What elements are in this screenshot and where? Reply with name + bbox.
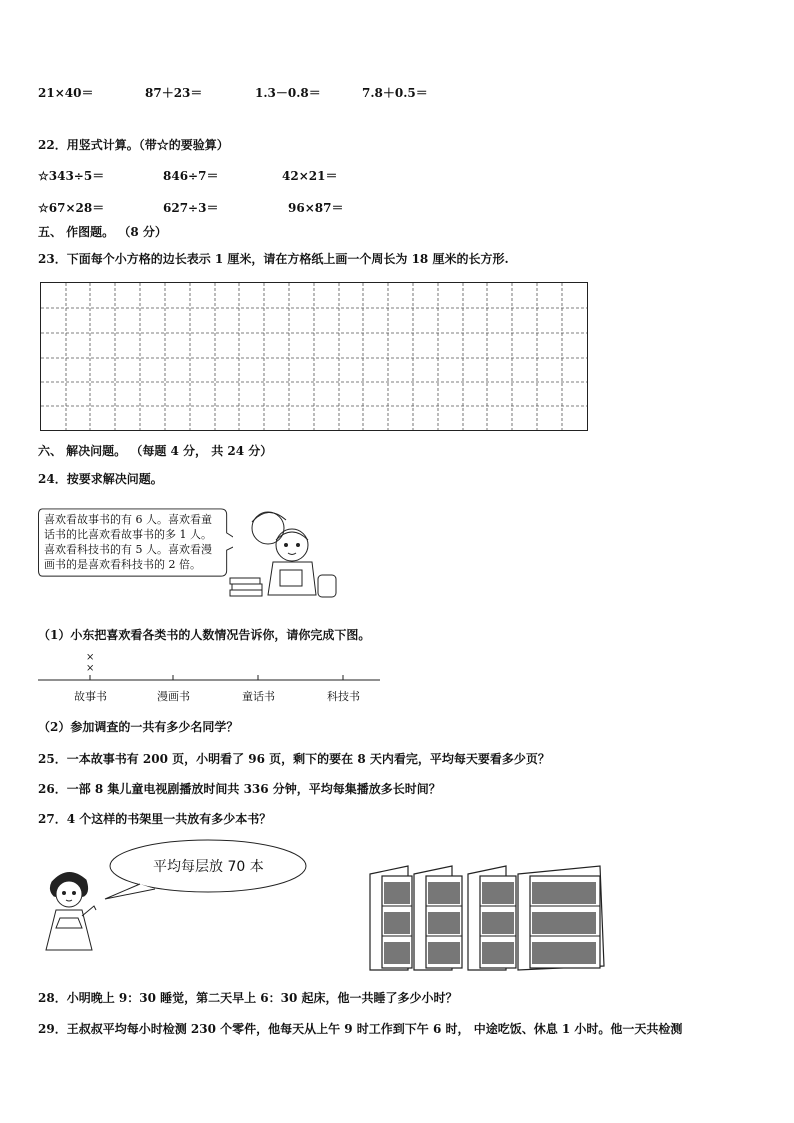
speech-text: 喜欢看故事书的有 6 人。喜欢看童 话书的比喜欢看故事书的多 1 人。 喜欢看科技书的有 5 人。喜欢看漫 画书的是喜欢看科技书的 2 倍。 bbox=[44, 513, 212, 571]
category-label: 科技书 bbox=[327, 690, 360, 703]
calc-item: 87＋23＝ bbox=[145, 86, 203, 100]
grid-paper[interactable] bbox=[40, 282, 588, 431]
q22-item: 42×21＝ bbox=[282, 169, 338, 183]
q29-text: 29．王叔叔平均每小时检测 230 个零件，他每天从上午 9 时工作到下午 6 时， 中途吃饭、休息 1 小时。他一天共检测 bbox=[38, 1022, 683, 1036]
q22-item: 846÷7＝ bbox=[163, 169, 219, 183]
q24-title: 24．按要求解决问题。 bbox=[38, 472, 163, 486]
category-label: 漫画书 bbox=[157, 690, 190, 703]
q22-item: ☆343÷5＝ bbox=[38, 169, 105, 183]
q22-item: 96×87＝ bbox=[288, 201, 344, 215]
section-6-heading: 六、 解决问题。 （每题 4 分， 共 24 分） bbox=[38, 444, 273, 458]
q24-part1: （1）小东把喜欢看各类书的人数情况告诉你，请你完成下图。 bbox=[38, 628, 371, 642]
q22-item: ☆67×28＝ bbox=[38, 201, 105, 215]
category-label: 故事书 bbox=[74, 690, 107, 703]
calc-item: 1.3－0.8＝ bbox=[255, 86, 321, 100]
q25-text: 25．一本故事书有 200 页，小明看了 96 页，剩下的要在 8 天内看完，平均每天要看多少页？ bbox=[38, 752, 550, 766]
q23-text: 23．下面每个小方格的边长表示 1 厘米，请在方格纸上画一个周长为 18 厘米的长方形. bbox=[38, 252, 509, 266]
q27-title: 27．4 个这样的书架里一共放有多少本书？ bbox=[38, 812, 272, 826]
calc-item: 21×40＝ bbox=[38, 86, 94, 100]
category-label: 童话书 bbox=[242, 690, 275, 703]
q22-item: 627÷3＝ bbox=[163, 201, 219, 215]
girl-illustration bbox=[38, 866, 100, 954]
q26-text: 26．一部 8 集儿童电视剧播放时间共 336 分钟，平均每集播放多长时间？ bbox=[38, 782, 441, 796]
q22-title: 22．用竖式计算。（带☆的要验算） bbox=[38, 138, 229, 152]
section-5-heading: 五、 作图题。 （8 分） bbox=[38, 225, 167, 239]
tally-mark: × bbox=[86, 663, 95, 674]
q28-text: 28．小明晚上 9：30 睡觉，第二天早上 6：30 起床，他一共睡了多少小时？ bbox=[38, 991, 458, 1005]
bookshelf-illustration bbox=[368, 862, 608, 977]
bubble-text: 平均每层放 70 本 bbox=[153, 859, 264, 875]
children-illustration bbox=[228, 500, 348, 605]
tally-mark: × bbox=[86, 652, 95, 663]
q24-part2: （2）参加调查的一共有多少名同学？ bbox=[38, 720, 239, 734]
calc-item: 7.8＋0.5＝ bbox=[362, 86, 428, 100]
